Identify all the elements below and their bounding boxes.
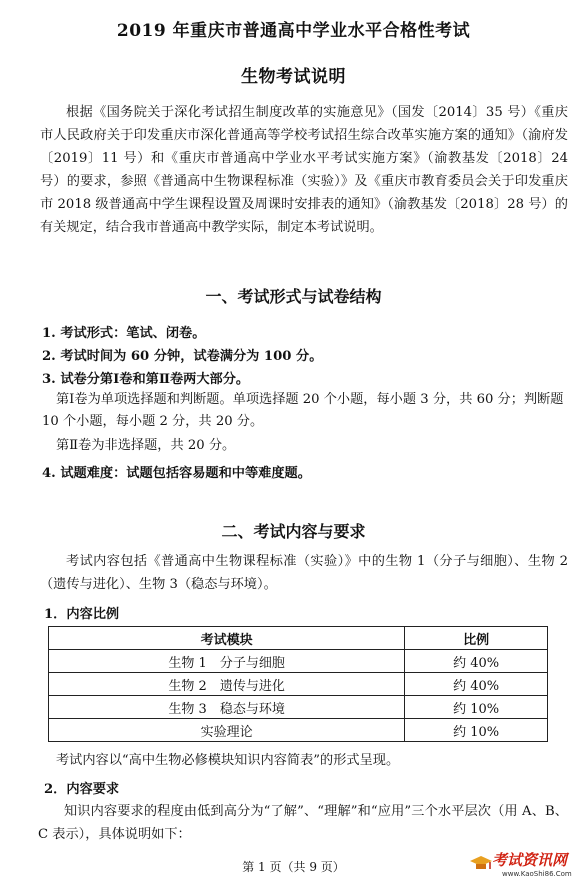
- content-requirement-subheading: 2．内容要求: [44, 782, 120, 797]
- content-note: 考试内容以“高中生物必修模块知识内容简表”的形式呈现。: [56, 753, 400, 768]
- table-cell-ratio: 约 40%: [405, 650, 548, 673]
- table-cell-ratio: 约 10%: [405, 719, 548, 742]
- table-row: [49, 719, 548, 742]
- section-heading-1: 一、考试形式与试卷结构: [205, 287, 382, 306]
- paper-one-description: 第Ⅰ卷为单项选择题和判断题。单项选择题 20 个小题，每小题 3 分，共 60 分；判断题 10 个小题，每小题 2 分，共 20 分。: [42, 392, 564, 429]
- table-cell-ratio: 约 10%: [405, 696, 548, 719]
- table-cell-ratio: 约 40%: [405, 673, 548, 696]
- table-row: [49, 650, 548, 673]
- requirement-paragraph: [38, 800, 568, 846]
- site-logo: [468, 848, 583, 880]
- table-header-row: [49, 627, 548, 650]
- table-row: [49, 673, 548, 696]
- intro-text: 根据《国务院关于深化考试招生制度改革的实施意见》（国发〔2014〕35 号）《重庆市人民政府关于印发重庆市深化普通高等学校考试招生综合改革实施方案的通知》（渝府发〔2019〕11 号）和《重庆市普通高中学业水平考试实施方案》（渝教基发〔2018〕24 号）的要求，参照《普通高中生物课程标准（实验）》及《重庆市教育委员会关于印发重庆市 2018 级普通高中学生课程设置及周课时安排表的通知》（渝教基发〔2018〕28 号）的有关规定，结合我市普通高中教学实际，制定本考试说明。: [40, 105, 568, 235]
- content-intro-paragraph: [40, 550, 568, 596]
- difficulty-item: 4. 试题难度：试题包括容易题和中等难度题。: [42, 466, 311, 481]
- table-cell-module: 生物 3 稳态与环境: [49, 696, 405, 719]
- content-intro-text: 考试内容包括《普通高中生物课程标准（实验）》中的生物 1（分子与细胞）、生物 2（遗传与进化）、生物 3（稳态与环境）。: [40, 554, 568, 592]
- table-header-ratio: 比例: [405, 627, 548, 650]
- paper-structure-item: 3. 试卷分第Ⅰ卷和第Ⅱ卷两大部分。: [42, 372, 250, 387]
- requirement-text: 知识内容要求的程度由低到高分为“了解”、“理解”和“应用”三个水平层次（用 A、B、C 表示），具体说明如下：: [38, 804, 568, 842]
- document-subtitle: 生物考试说明: [241, 67, 346, 87]
- section-heading-2: 二、考试内容与要求: [221, 522, 366, 541]
- page-number: 第 1 页（共 9 页）: [242, 860, 345, 874]
- table-cell-module: 实验理论: [49, 719, 405, 742]
- exam-format-item: 1. 考试形式：笔试、闭卷。: [42, 326, 206, 341]
- logo-name: 考试资讯网: [492, 851, 568, 869]
- paper-two-description: 第Ⅱ卷为非选择题，共 20 分。: [56, 438, 236, 453]
- intro-paragraph: [40, 101, 568, 239]
- document-title: 2019 年重庆市普通高中学业水平合格性考试: [116, 21, 471, 41]
- content-ratio-table: [48, 626, 548, 742]
- table-cell-module: 生物 2 遗传与进化: [49, 673, 405, 696]
- mortarboard-icon: [468, 854, 494, 872]
- exam-time-item: 2. 考试时间为 60 分钟，试卷满分为 100 分。: [42, 349, 323, 364]
- table-cell-module: 生物 1 分子与细胞: [49, 650, 405, 673]
- table-row: [49, 696, 548, 719]
- logo-url: www.KaoShi86.Com: [502, 870, 572, 878]
- content-ratio-subheading: 1．内容比例: [44, 607, 120, 622]
- table-header-module: 考试模块: [49, 627, 405, 650]
